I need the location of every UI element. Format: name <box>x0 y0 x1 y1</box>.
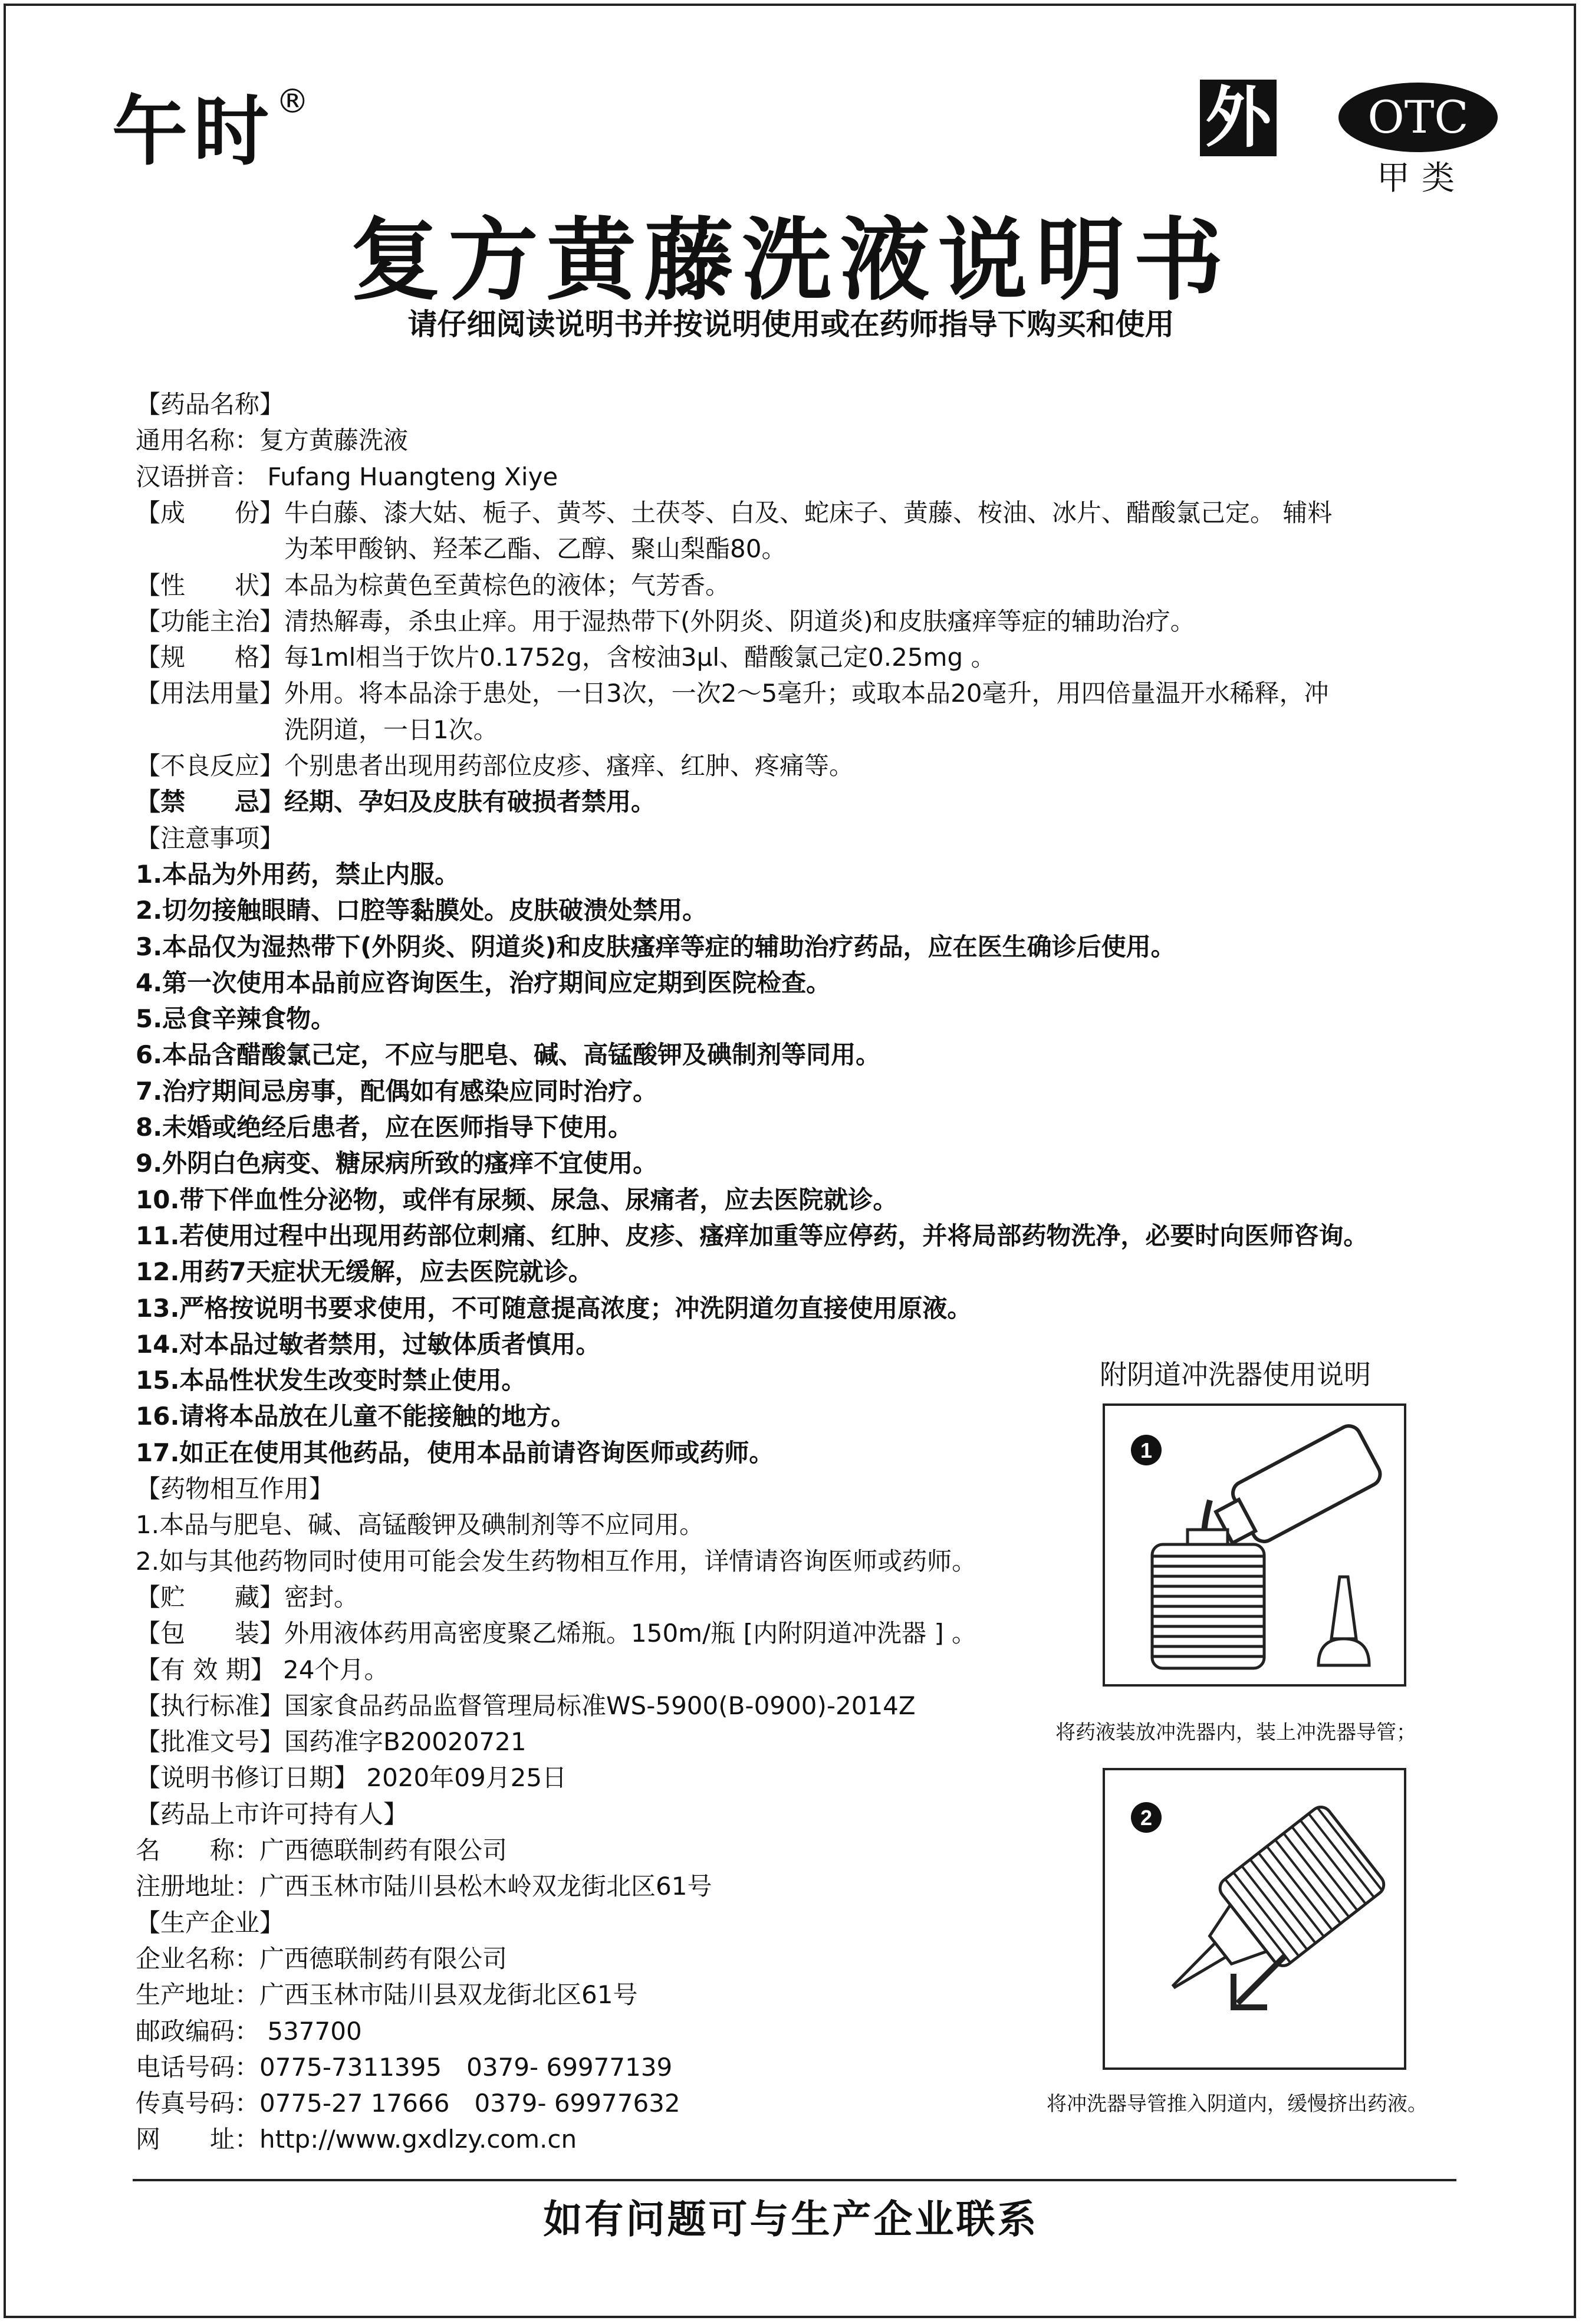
instruction-line: 【生产企业】 <box>136 1908 285 1937</box>
brand-logo: 午时 <box>112 88 275 176</box>
document-subtitle: 请仔细阅读说明书并按说明使用或在药师指导下购买和使用 <box>407 307 1175 341</box>
step-2-caption: 将冲洗器导管推入阴道内，缓慢挤出药液。 <box>1047 2092 1428 2116</box>
irrigator-bulb-icon <box>1152 1530 1264 1668</box>
footer-divider <box>133 2179 1456 2181</box>
instruction-line: 【执行标准】国家食品药品监督管理局标准WS-5900(B-0900)-2014Z <box>136 1691 916 1720</box>
instruction-line: 【包 装】外用液体药用高密度聚乙烯瓶。150m/瓶 [内附阴道冲洗器 ] 。 <box>136 1619 977 1648</box>
liquid-stream <box>1204 1500 1210 1533</box>
instruction-line: 5.忌食辛辣食物。 <box>136 1004 336 1034</box>
instruction-line: 9.外阴白色病变、糖尿病所致的瘙痒不宜使用。 <box>136 1149 658 1178</box>
instruction-line: 【药品名称】 <box>136 390 285 419</box>
instruction-line: 【不良反应】个别患者出现用药部位皮疹、瘙痒、红肿、疼痛等。 <box>136 751 854 780</box>
otc-class-label: 甲类 <box>1377 159 1466 198</box>
instruction-line: 传真号码：0775-27 17666 0379- 69977632 <box>136 2089 680 2118</box>
instruction-line: 11.若使用过程中出现用药部位刺痛、红肿、皮疹、瘙痒加重等应停药，并将局部药物洗净，必要时向医师咨询。 <box>136 1221 1369 1250</box>
instruction-line: 1.本品为外用药，禁止内服。 <box>136 859 460 889</box>
instruction-line: 汉语拼音： Fufang Huangteng Xiye <box>136 462 558 491</box>
external-use-badge: 外 <box>1200 80 1277 156</box>
instruction-line: 14.对本品过敏者禁用，过敏体质者慎用。 <box>136 1329 601 1359</box>
instruction-line: 16.请将本品放在儿童不能接触的地方。 <box>136 1402 576 1431</box>
instruction-line: 【注意事项】 <box>136 823 285 853</box>
instruction-line: 【药物相互作用】 <box>136 1474 334 1503</box>
instruction-line: 【贮 藏】密封。 <box>136 1582 359 1612</box>
instruction-line: 电话号码：0775-7311395 0379- 69977139 <box>136 2052 673 2082</box>
instruction-line: 网 址：http://www.gxdlzy.com.cn <box>136 2125 577 2154</box>
instruction-line: 为苯甲酸钠、羟苯乙酯、乙醇、聚山梨酯80。 <box>136 534 787 564</box>
instruction-line: 【说明书修订日期】 2020年09月25日 <box>136 1763 567 1793</box>
instruction-line: 【有 效 期】 24个月。 <box>136 1655 389 1684</box>
irrigator-bulb-icon <box>1142 1803 1388 2028</box>
step-1-number: 1 <box>1140 1438 1153 1462</box>
instruction-line: 4.第一次使用本品前应咨询医生，治疗期间应定期到医院检查。 <box>136 968 831 997</box>
fill-irrigator-illustration <box>1105 1406 1404 1684</box>
step-1-caption: 将药液装放冲洗器内，装上冲洗器导管； <box>1055 1721 1416 1744</box>
step-2-number: 2 <box>1140 1806 1153 1830</box>
arrow-down-left-icon <box>1234 1956 1285 2007</box>
instruction-line: 注册地址：广西玉林市陆川县松木岭双龙街北区61号 <box>136 1872 712 1901</box>
instruction-line: 15.本品性状发生改变时禁止使用。 <box>136 1366 527 1395</box>
nozzle-icon <box>1318 1577 1369 1665</box>
illustration-title: 附阴道冲洗器使用说明 <box>1100 1359 1371 1391</box>
instruction-line: 【禁 忌】经期、孕妇及皮肤有破损者禁用。 <box>136 787 656 817</box>
instruction-line: 【用法用量】外用。将本品涂于患处，一日3次，一次2～5毫升；或取本品20毫升，用四倍量温开水稀释，冲 <box>136 679 1329 708</box>
instruction-line: 3.本品仅为湿热带下(外阴炎、阴道炎)和皮肤瘙痒等症的辅助治疗药品，应在医生确诊后使用。 <box>136 932 1176 961</box>
instruction-line: 8.未婚或绝经后患者，应在医师指导下使用。 <box>136 1113 633 1142</box>
instruction-line: 通用名称：复方黄藤洗液 <box>136 426 409 455</box>
instruction-line: 【批准文号】国药准字B20020721 <box>136 1727 527 1757</box>
instruction-line: 12.用药7天症状无缓解，应去医院就诊。 <box>136 1257 593 1287</box>
footer-contact-note: 如有问题可与生产企业联系 <box>543 2197 1039 2242</box>
instruction-line: 1.本品与肥皂、碱、高锰酸钾及碘制剂等不应同用。 <box>136 1510 705 1540</box>
instruction-line: 7.治疗期间忌房事，配偶如有感染应同时治疗。 <box>136 1076 658 1106</box>
instruction-line: 13.严格按说明书要求使用，不可随意提高浓度；冲洗阴道勿直接使用原液。 <box>136 1293 972 1323</box>
instruction-line: 邮政编码： 537700 <box>136 2016 362 2046</box>
instruction-line: 企业名称：广西德联制药有限公司 <box>136 1944 508 1973</box>
illustration-step-1 <box>1103 1403 1406 1687</box>
insert-nozzle-illustration <box>1105 1770 1404 2067</box>
instruction-line: 生产地址：广西玉林市陆川县双龙街北区61号 <box>136 1980 638 2010</box>
instruction-line: 洗阴道，一日1次。 <box>136 715 498 744</box>
instruction-line: 6.本品含醋酸氯己定，不应与肥皂、碱、高锰酸钾及碘制剂等同用。 <box>136 1040 881 1070</box>
instruction-line: 名 称：广西德联制药有限公司 <box>136 1836 508 1865</box>
instruction-line: 17.如正在使用其他药品，使用本品前请咨询医师或药师。 <box>136 1438 774 1467</box>
instruction-line: 【性 状】本品为棕黄色至黄棕色的液体；气芳香。 <box>136 570 731 600</box>
registered-mark: ® <box>276 83 309 121</box>
illustration-step-2 <box>1103 1768 1406 2070</box>
instruction-line: 2.切勿接触眼睛、口腔等黏膜处。皮肤破溃处禁用。 <box>136 896 708 925</box>
otc-badge: OTC <box>1338 83 1498 152</box>
instruction-line: 2.如与其他药物同时使用可能会发生药物相互作用，详情请咨询医师或药师。 <box>136 1546 977 1576</box>
instruction-line: 【功能主治】清热解毒，杀虫止痒。用于湿热带下(外阴炎、阴道炎)和皮肤瘙痒等症的辅助治疗。 <box>136 606 1195 636</box>
instruction-line: 【成 份】牛白藤、漆大姑、栀子、黄芩、土茯苓、白及、蛇床子、黄藤、桉油、冰片、醋酸氯己定。 辅料 <box>136 498 1333 527</box>
instruction-line: 10.带下伴血性分泌物，或伴有尿频、尿急、尿痛者，应去医院就诊。 <box>136 1185 898 1214</box>
instruction-line: 【药品上市许可持有人】 <box>136 1799 409 1829</box>
instruction-line: 【规 格】每1ml相当于饮片0.1752g，含桉油3μl、醋酸氯己定0.25mg 。 <box>136 643 996 672</box>
bottle-icon <box>1209 1422 1384 1556</box>
document-title: 复方黄藤洗液说明书 <box>350 208 1232 313</box>
